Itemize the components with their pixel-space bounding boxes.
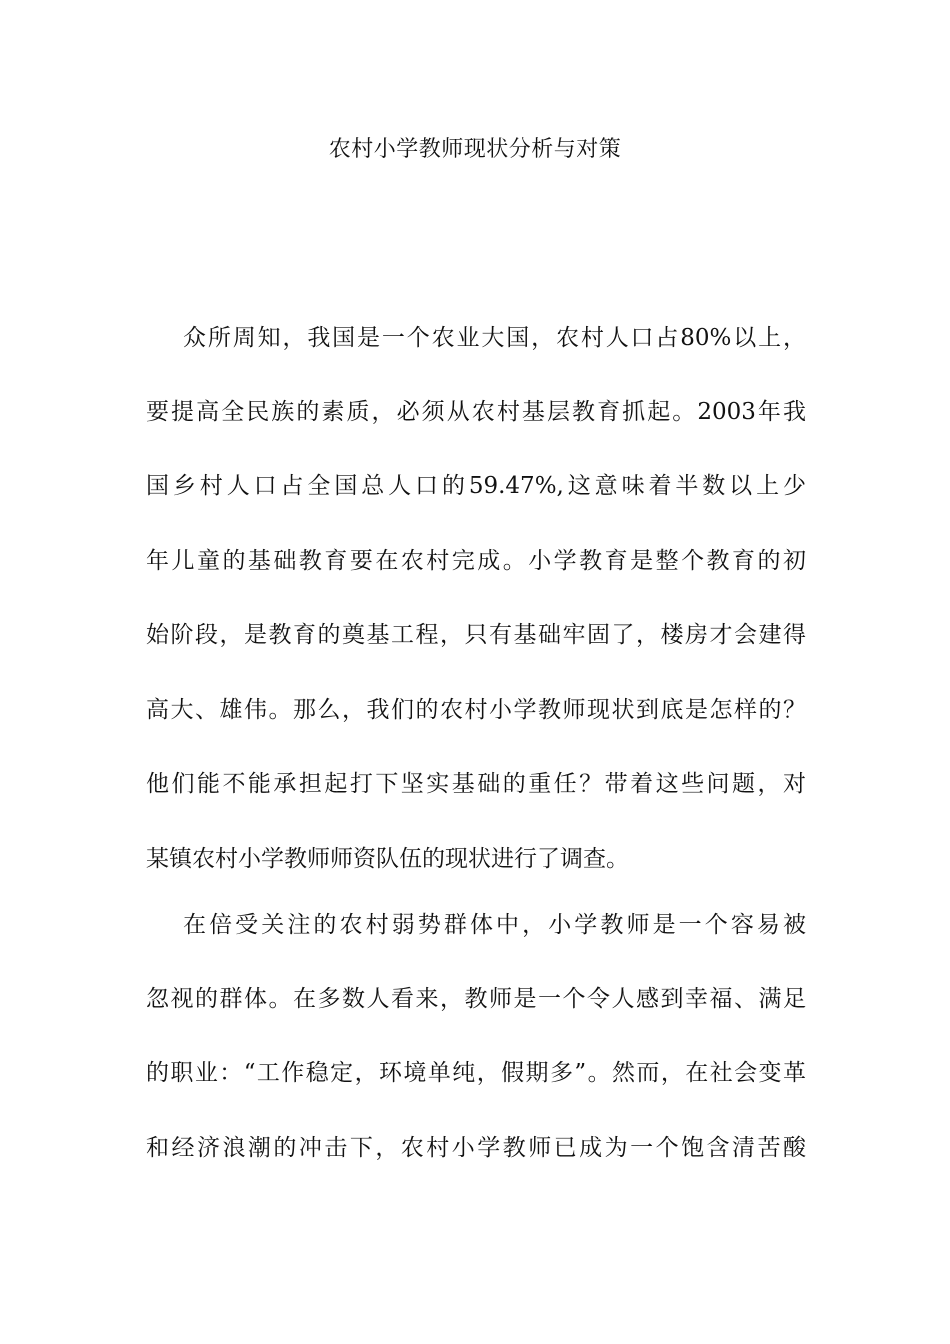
paragraph-line: 和经济浪潮的冲击下，农村小学教师已成为一个饱含清苦酸	[146, 1135, 806, 1161]
paragraph-line: 年儿童的基础教育要在农村完成。小学教育是整个教育的初	[146, 548, 806, 574]
paragraph-line: 的职业：“工作稳定，环境单纯，假期多”。然而，在社会变革	[146, 1060, 806, 1086]
paragraph-line: 始阶段，是教育的奠基工程，只有基础牢固了，楼房才会建得	[146, 622, 806, 648]
paragraph-line: 要提高全民族的素质，必须从农村基层教育抓起。2003年我	[146, 399, 806, 425]
paragraph-line: 忽视的群体。在多数人看来，教师是一个令人感到幸福、满足	[146, 986, 806, 1012]
paragraph-line: 众所周知，我国是一个农业大国，农村人口占80%以上，	[183, 325, 806, 351]
paragraph-line: 在倍受关注的农村弱势群体中，小学教师是一个容易被	[183, 912, 806, 938]
paragraph-line: 高大、雄伟。那么，我们的农村小学教师现状到底是怎样的？	[146, 697, 806, 723]
paragraph-line: 某镇农村小学教师师资队伍的现状进行了调查。	[146, 846, 629, 872]
document-title: 农村小学教师现状分析与对策	[328, 137, 622, 162]
paragraph-line: 他们能不能承担起打下坚实基础的重任？带着这些问题，对	[146, 771, 806, 797]
paragraph-line: 国乡村人口占全国总人口的59.47%,这意味着半数以上少	[146, 473, 806, 499]
